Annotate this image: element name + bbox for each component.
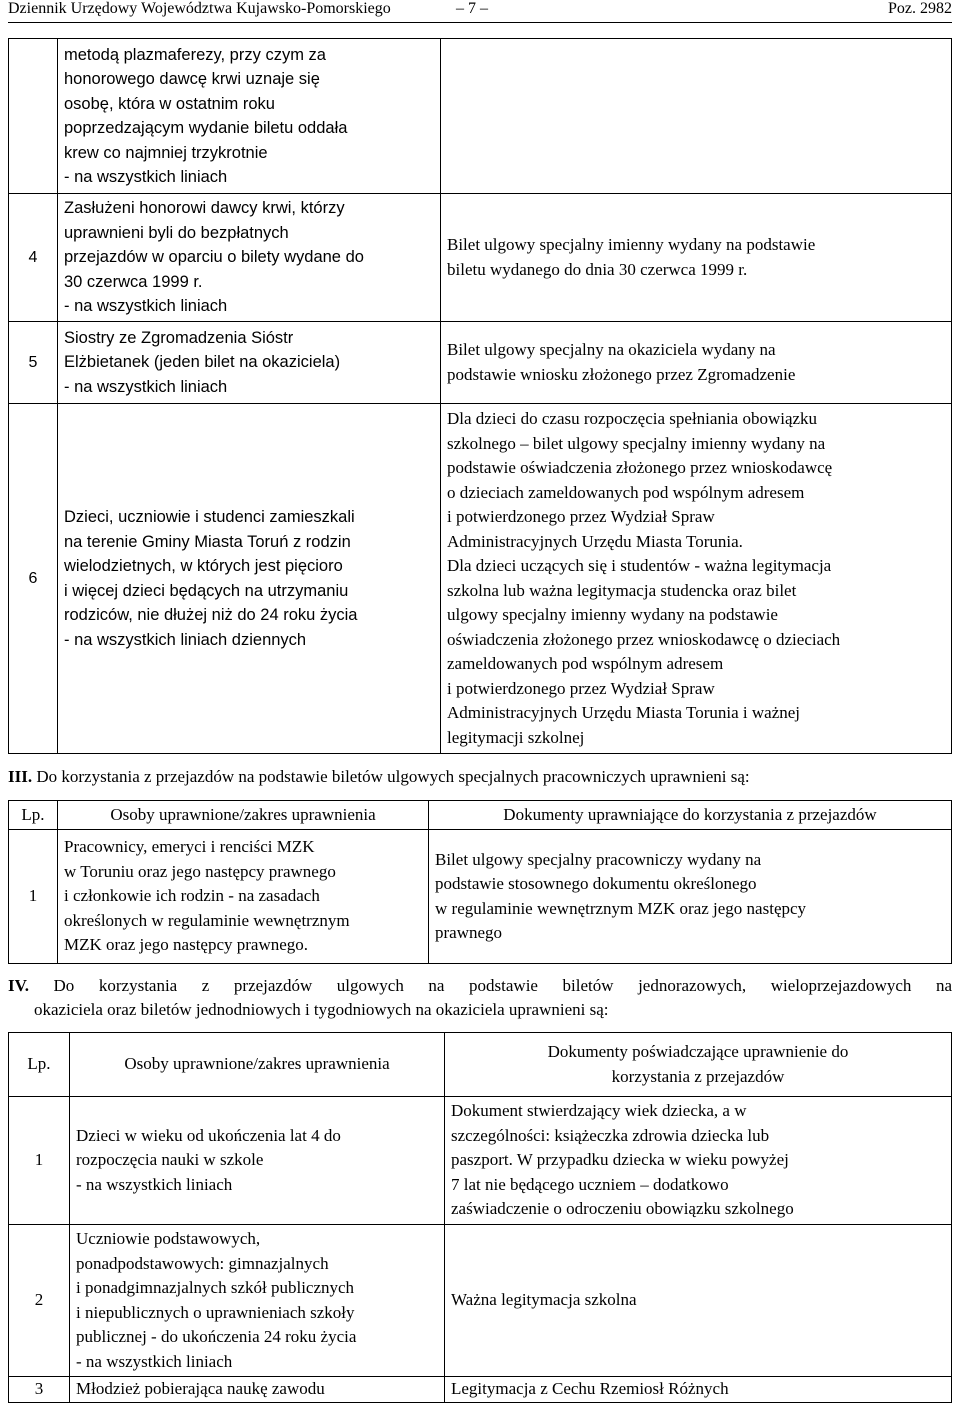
row-number: 2 [9,1225,70,1377]
cell-line: Zasłużeni honorowi dawcy krwi, którzy [64,199,345,218]
cell-line: Dzieci w wieku od ukończenia lat 4 do [76,1125,341,1145]
journal-title: Dziennik Urzędowy Województwa Kujawsko-Pomorskiego [8,0,391,17]
eligible-persons-cell [58,404,441,754]
column-header-persons: Osoby uprawnione/zakres uprawnienia [58,801,429,830]
documents-cell [441,194,952,322]
section-number: III. [8,767,33,786]
section-text: Do korzystania z przejazdów ulgowych na podstawie biletów jednorazowych, wieloprzejazdowych na [53,976,953,995]
row-number: 5 [9,322,58,404]
cell-line: określonych w regulaminie wewnętrznym [64,910,350,930]
row-number: 1 [9,830,58,964]
header-line: korzystania z przejazdów [611,1066,785,1086]
cell-line: - na wszystkich liniach [64,297,228,316]
documents-cell [429,830,952,964]
column-header-persons: Osoby uprawnione/zakres uprawnienia [70,1033,445,1097]
cell-line: - na wszystkich liniach [64,168,228,186]
cell-line: MZK oraz jego następcy prawnego. [64,935,309,955]
table-row [9,1097,952,1225]
cell-line: Siostry ze Zgromadzenia Sióstr [64,328,294,347]
cell-line: o dzieciach zameldowanych pod wspólnym adresem [447,482,805,502]
cell-line: 30 czerwca 1999 r. [64,272,203,291]
eligibility-table-continued [8,38,952,754]
cell-line: szkolnego – bilet ulgowy specjalny imienny wydany na [447,433,826,453]
cell-line: rodziców, nie dłużej niż do 24 roku życia [64,606,358,624]
cell-line: Legitymacja z Cechu Rzemiosł Różnych [451,1379,729,1399]
cell-line: uprawnieni byli do bezpłatnych [64,223,289,242]
cell-line: Dla dzieci uczących się i studentów - ważna legitymacja [447,556,832,575]
documents-cell [445,1377,952,1403]
eligible-persons-cell [70,1225,445,1377]
table-header-row [9,1033,952,1097]
column-header-lp: Lp. [9,1033,70,1097]
cell-line: prawnego [435,923,503,942]
cell-line: Dla dzieci do czasu rozpoczęcia spełniania obowiązku [447,409,818,428]
cell-line: podstawie wniosku złożonego przez Zgromadzenie [447,364,796,384]
cell-line: szkolna lub ważna legitymacja studencka oraz bilet [447,580,797,600]
cell-line: legitymacji szkolnej [447,727,585,747]
cell-line: osobę, która w ostatnim roku [64,94,275,113]
cell-line: i ponadgimnazjalnych szkół publicznych [76,1278,355,1297]
table-row [9,194,952,322]
table-row [9,1377,952,1403]
header-line: Dokumenty poświadczające uprawnienie do [547,1042,849,1061]
column-header-lp: Lp. [9,801,58,830]
cell-line: honorowego dawcę krwi uznaje się [64,70,320,88]
single-ride-tickets-table [8,1032,952,1403]
row-number [9,39,58,194]
eligible-persons-cell [58,830,429,964]
cell-line: 7 lat nie będącego uczniem – dodatkowo [451,1174,729,1194]
cell-line: Elżbietanek (jeden bilet na okaziciela) [64,353,341,372]
cell-line: krew co najmniej trzykrotnie [64,143,268,162]
table-row [9,830,952,964]
cell-line: i więcej dzieci będących na utrzymaniu [64,581,349,600]
cell-line: metodą plazmaferezy, przy czym za [64,45,326,64]
section-iii-intro [8,765,952,789]
cell-line: Administracyjnych Urzędu Miasta Torunia i ważnej [447,703,801,722]
cell-line: przejazdów w oparciu o bilety wydane do [64,248,364,267]
cell-line: Uczniowie podstawowych, [76,1229,261,1248]
cell-line: - na wszystkich liniach dziennych [64,630,307,649]
cell-line: poprzedzającym wydanie biletu oddała [64,119,348,137]
cell-line: - na wszystkich liniach [64,377,228,396]
cell-line: ulgowy specjalny imienny wydany na podstawie [447,605,778,624]
cell-line: publicznej - do ukończenia 24 roku życia [76,1327,357,1346]
cell-line: wielodzietnych, w których jest pięcioro [64,557,343,575]
cell-line: biletu wydanego do dnia 30 czerwca 1999 r. [447,259,748,279]
eligible-persons-cell [58,39,441,194]
page-number: – 7 – [456,0,488,17]
cell-line: - na wszystkich liniach [76,1351,233,1371]
section-iv-intro [8,974,952,1022]
column-header-documents: Dokumenty uprawniające do korzystania z przejazdów [429,801,952,830]
cell-line: i niepublicznych o uprawnieniach szkoły [76,1302,355,1322]
table-row [9,404,952,754]
cell-line: na terenie Gminy Miasta Toruń z rodzin [64,532,351,551]
eligible-persons-cell [58,194,441,322]
table-row [9,1225,952,1377]
column-header-documents [445,1033,952,1097]
employee-tickets-table [8,800,952,964]
section-iv-line-2: okaziciela oraz biletów jednodniowych i tygodniowych na okaziciela uprawnieni są: [34,1000,609,1019]
cell-line: Bilet ulgowy specjalny na okaziciela wydany na [447,340,776,359]
row-number: 6 [9,404,58,754]
cell-line: szczególności: książeczka zdrowia dziecka lub [451,1125,770,1145]
documents-cell [445,1225,952,1377]
section-text: Do korzystania z przejazdów na podstawie biletów ulgowych specjalnych pracowniczych uprawnieni są: [36,767,750,786]
cell-line: Ważna legitymacja szkolna [451,1290,637,1310]
documents-cell [441,322,952,404]
cell-line: podstawie stosownego dokumentu określonego [435,874,757,893]
cell-line: i członkowie ich rodzin - na zasadach [64,886,320,906]
row-number: 4 [9,194,58,322]
eligible-persons-cell [58,322,441,404]
row-number: 1 [9,1097,70,1225]
documents-cell [445,1097,952,1225]
cell-line: zameldowanych pod wspólnym adresem [447,654,724,673]
cell-line: Pracownicy, emeryci i renciści MZK [64,837,315,857]
cell-line: paszport. W przypadku dziecka w wieku powyżej [451,1150,789,1170]
table-header-row [9,801,952,830]
cell-line: Dokument stwierdzający wiek dziecka, a w [451,1101,747,1121]
cell-line: Bilet ulgowy specjalny imienny wydany na podstawie [447,235,816,254]
section-iv-line-1 [8,974,952,998]
header-rule [8,22,952,23]
row-number: 3 [9,1377,70,1403]
cell-line: i potwierdzonego przez Wydział Spraw [447,678,715,698]
eligible-persons-cell [70,1097,445,1225]
cell-line: Bilet ulgowy specjalny pracowniczy wydany na [435,849,762,869]
cell-line: Administracyjnych Urzędu Miasta Torunia. [447,531,743,551]
cell-line: oświadczenia złożonego przez wnioskodawcę o dzieciach [447,629,841,649]
cell-line: ponadpodstawowych: gimnazjalnych [76,1253,329,1273]
cell-line: w Toruniu oraz jego następcy prawnego [64,861,336,881]
table-row [9,322,952,404]
cell-line: i potwierdzonego przez Wydział Spraw [447,507,715,526]
cell-line: Młodzież pobierająca naukę zawodu [76,1379,325,1399]
cell-line: podstawie oświadczenia złożonego przez wnioskodawcę [447,458,833,477]
page-header [8,0,952,22]
position-number: Poz. 2982 [888,0,952,17]
table-row [9,39,952,194]
section-number: IV. [8,976,29,995]
documents-cell [441,39,952,194]
cell-line: - na wszystkich liniach [76,1174,233,1194]
documents-cell [441,404,952,754]
eligible-persons-cell [70,1377,445,1403]
cell-line: zaświadczenie o odroczeniu obowiązku szkolnego [451,1199,794,1219]
cell-line: Dzieci, uczniowie i studenci zamieszkali [64,508,355,526]
cell-line: w regulaminie wewnętrznym MZK oraz jego następcy [435,898,807,918]
cell-line: rozpoczęcia nauki w szkole [76,1150,264,1170]
